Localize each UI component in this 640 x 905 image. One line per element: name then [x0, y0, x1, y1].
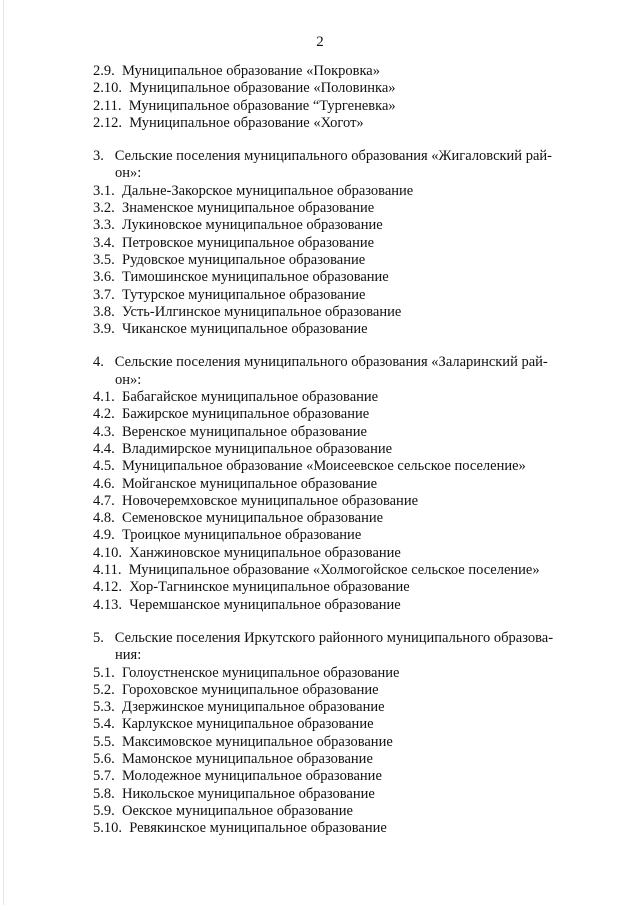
section-3	[93, 148, 583, 338]
item-text: Знаменское муниципальное образование	[122, 200, 375, 217]
item-text: Мамонское муниципальное образование	[122, 750, 373, 767]
item-number: 3.4.	[93, 234, 115, 251]
item-number: 4.11.	[93, 562, 122, 579]
item-number: 3.6.	[93, 269, 115, 286]
list-item	[93, 786, 583, 803]
item-number: 5.1.	[93, 664, 115, 681]
item-text: Ревякинское муниципальное образование	[129, 820, 387, 837]
item-number: 4.6.	[93, 475, 115, 492]
section-4	[93, 354, 583, 613]
list-item	[93, 63, 583, 80]
item-text: Веренское муниципальное образование	[122, 423, 367, 440]
item-text: Никольское муниципальное образование	[122, 785, 375, 802]
group-2-continued	[93, 63, 583, 132]
item-number: 3.1.	[93, 182, 115, 199]
item-number: 5.4.	[93, 716, 115, 733]
section-title-continued: он»:	[115, 371, 142, 388]
item-number: 4.5.	[93, 458, 115, 475]
item-number: 2.12.	[93, 114, 122, 131]
list-item	[93, 665, 583, 682]
item-text: Оекское муниципальное образование	[122, 802, 353, 819]
item-number: 4.4.	[93, 440, 115, 457]
section-heading	[93, 354, 583, 389]
list-item	[93, 287, 583, 304]
item-text: Семеновское муниципальное образование	[122, 510, 384, 527]
item-number: 3.5.	[93, 251, 115, 268]
list-item	[93, 579, 583, 596]
section-heading	[93, 630, 583, 665]
item-number: 3.2.	[93, 200, 115, 217]
item-text: Ханжиновское муниципальное образование	[129, 544, 401, 561]
item-number: 4.7.	[93, 492, 115, 509]
list-item	[93, 269, 583, 286]
list-item	[93, 545, 583, 562]
list-item	[93, 80, 583, 97]
section-number: 5.	[93, 629, 104, 646]
item-text: Карлукское муниципальное образование	[122, 716, 374, 733]
section-title: Сельские поселения Иркутского районного муниципального образова-	[114, 629, 554, 646]
list-item	[93, 321, 583, 338]
list-item	[93, 527, 583, 544]
item-number: 3.3.	[93, 217, 115, 234]
item-text: Дальне-Закорское муниципальное образование	[122, 182, 414, 199]
section-title-continued: ния:	[115, 647, 142, 664]
item-text: Рудовское муниципальное образование	[122, 251, 366, 268]
item-number: 4.1.	[93, 389, 115, 406]
list-item	[93, 389, 583, 406]
item-text: Лукиновское муниципальное образование	[122, 217, 383, 234]
list-item	[93, 716, 583, 733]
item-text: Дзержинское муниципальное образование	[122, 699, 385, 716]
item-text: Гороховское муниципальное образование	[122, 681, 379, 698]
list-item	[93, 200, 583, 217]
page-number: 2	[316, 34, 324, 50]
section-title: Сельские поселения муниципального образования «Заларинский рай-	[114, 354, 548, 371]
item-text: Муниципальное образование «Холмогойское сельское поселение»	[128, 562, 540, 579]
item-text: Молодежное муниципальное образование	[122, 768, 382, 785]
item-number: 5.2.	[93, 681, 115, 698]
item-number: 5.6.	[93, 750, 115, 767]
item-number: 2.9.	[93, 63, 115, 79]
item-text: Усть-Илгинское муниципальное образование	[122, 303, 402, 320]
item-number: 5.8.	[93, 785, 115, 802]
item-text: Новочеремховское муниципальное образование	[122, 492, 419, 509]
item-text: Максимовское муниципальное образование	[122, 733, 393, 750]
item-text: Хор-Тагнинское муниципальное образование	[129, 579, 410, 596]
item-number: 4.10.	[93, 544, 122, 561]
list-item	[93, 768, 583, 785]
item-text: Тутурское муниципальное образование	[122, 286, 366, 303]
list-item	[93, 217, 583, 234]
item-text: Троицкое муниципальное образование	[122, 527, 362, 544]
item-text: Муниципальное образование «Хогот»	[129, 114, 364, 131]
item-number: 4.13.	[93, 596, 122, 613]
list-item	[93, 424, 583, 441]
document-body	[93, 63, 583, 837]
item-text: Муниципальное образование «Покровка»	[122, 63, 380, 79]
item-text: Муниципальное образование «Половинка»	[129, 80, 396, 97]
item-text: Муниципальное образование «Моисеевское сельское поселение»	[122, 458, 526, 475]
list-item	[93, 183, 583, 200]
item-text: Голоустненское муниципальное образование	[122, 664, 400, 681]
item-number: 4.2.	[93, 406, 115, 423]
section-number: 4.	[93, 354, 104, 371]
list-item	[93, 803, 583, 820]
item-text: Мойганское муниципальное образование	[122, 475, 378, 492]
list-item	[93, 493, 583, 510]
list-item	[93, 510, 583, 527]
item-text: Владимирское муниципальное образование	[122, 440, 393, 457]
list-item	[93, 235, 583, 252]
section-title: Сельские поселения муниципального образования «Жигаловский рай-	[114, 148, 552, 165]
item-number: 5.7.	[93, 768, 115, 785]
item-number: 3.9.	[93, 321, 115, 338]
item-number: 4.12.	[93, 579, 122, 596]
list-item	[93, 304, 583, 321]
item-number: 5.10.	[93, 820, 122, 837]
list-item	[93, 441, 583, 458]
item-text: Бабагайское муниципальное образование	[122, 389, 379, 406]
list-item	[93, 458, 583, 475]
item-text: Черемшанское муниципальное образование	[129, 596, 401, 613]
section-number: 3.	[93, 148, 104, 165]
item-text: Бажирское муниципальное образование	[122, 406, 370, 423]
item-number: 2.10.	[93, 80, 122, 97]
list-item	[93, 562, 583, 579]
item-number: 4.9.	[93, 527, 115, 544]
item-number: 4.3.	[93, 423, 115, 440]
item-text: Тимошинское муниципальное образование	[122, 269, 389, 286]
scan-edge	[3, 0, 4, 905]
item-text: Петровское муниципальное образование	[122, 234, 375, 251]
list-item	[93, 699, 583, 716]
list-item	[93, 406, 583, 423]
item-number: 5.9.	[93, 802, 115, 819]
item-number: 4.8.	[93, 510, 115, 527]
list-item	[93, 98, 583, 115]
item-number: 5.3.	[93, 699, 115, 716]
item-number: 3.7.	[93, 286, 115, 303]
section-5	[93, 630, 583, 838]
list-item	[93, 252, 583, 269]
item-number: 2.11.	[93, 97, 122, 114]
list-item	[93, 115, 583, 132]
list-item	[93, 682, 583, 699]
section-heading	[93, 148, 583, 183]
list-item	[93, 597, 583, 614]
list-item	[93, 734, 583, 751]
item-number: 5.5.	[93, 733, 115, 750]
item-number: 3.8.	[93, 303, 115, 320]
item-text: Муниципальное образование “Тургеневка»	[128, 97, 396, 114]
list-item	[93, 476, 583, 493]
section-title-continued: он»:	[115, 165, 142, 182]
list-item	[93, 820, 583, 837]
list-item	[93, 751, 583, 768]
item-text: Чиканское муниципальное образование	[122, 321, 368, 338]
